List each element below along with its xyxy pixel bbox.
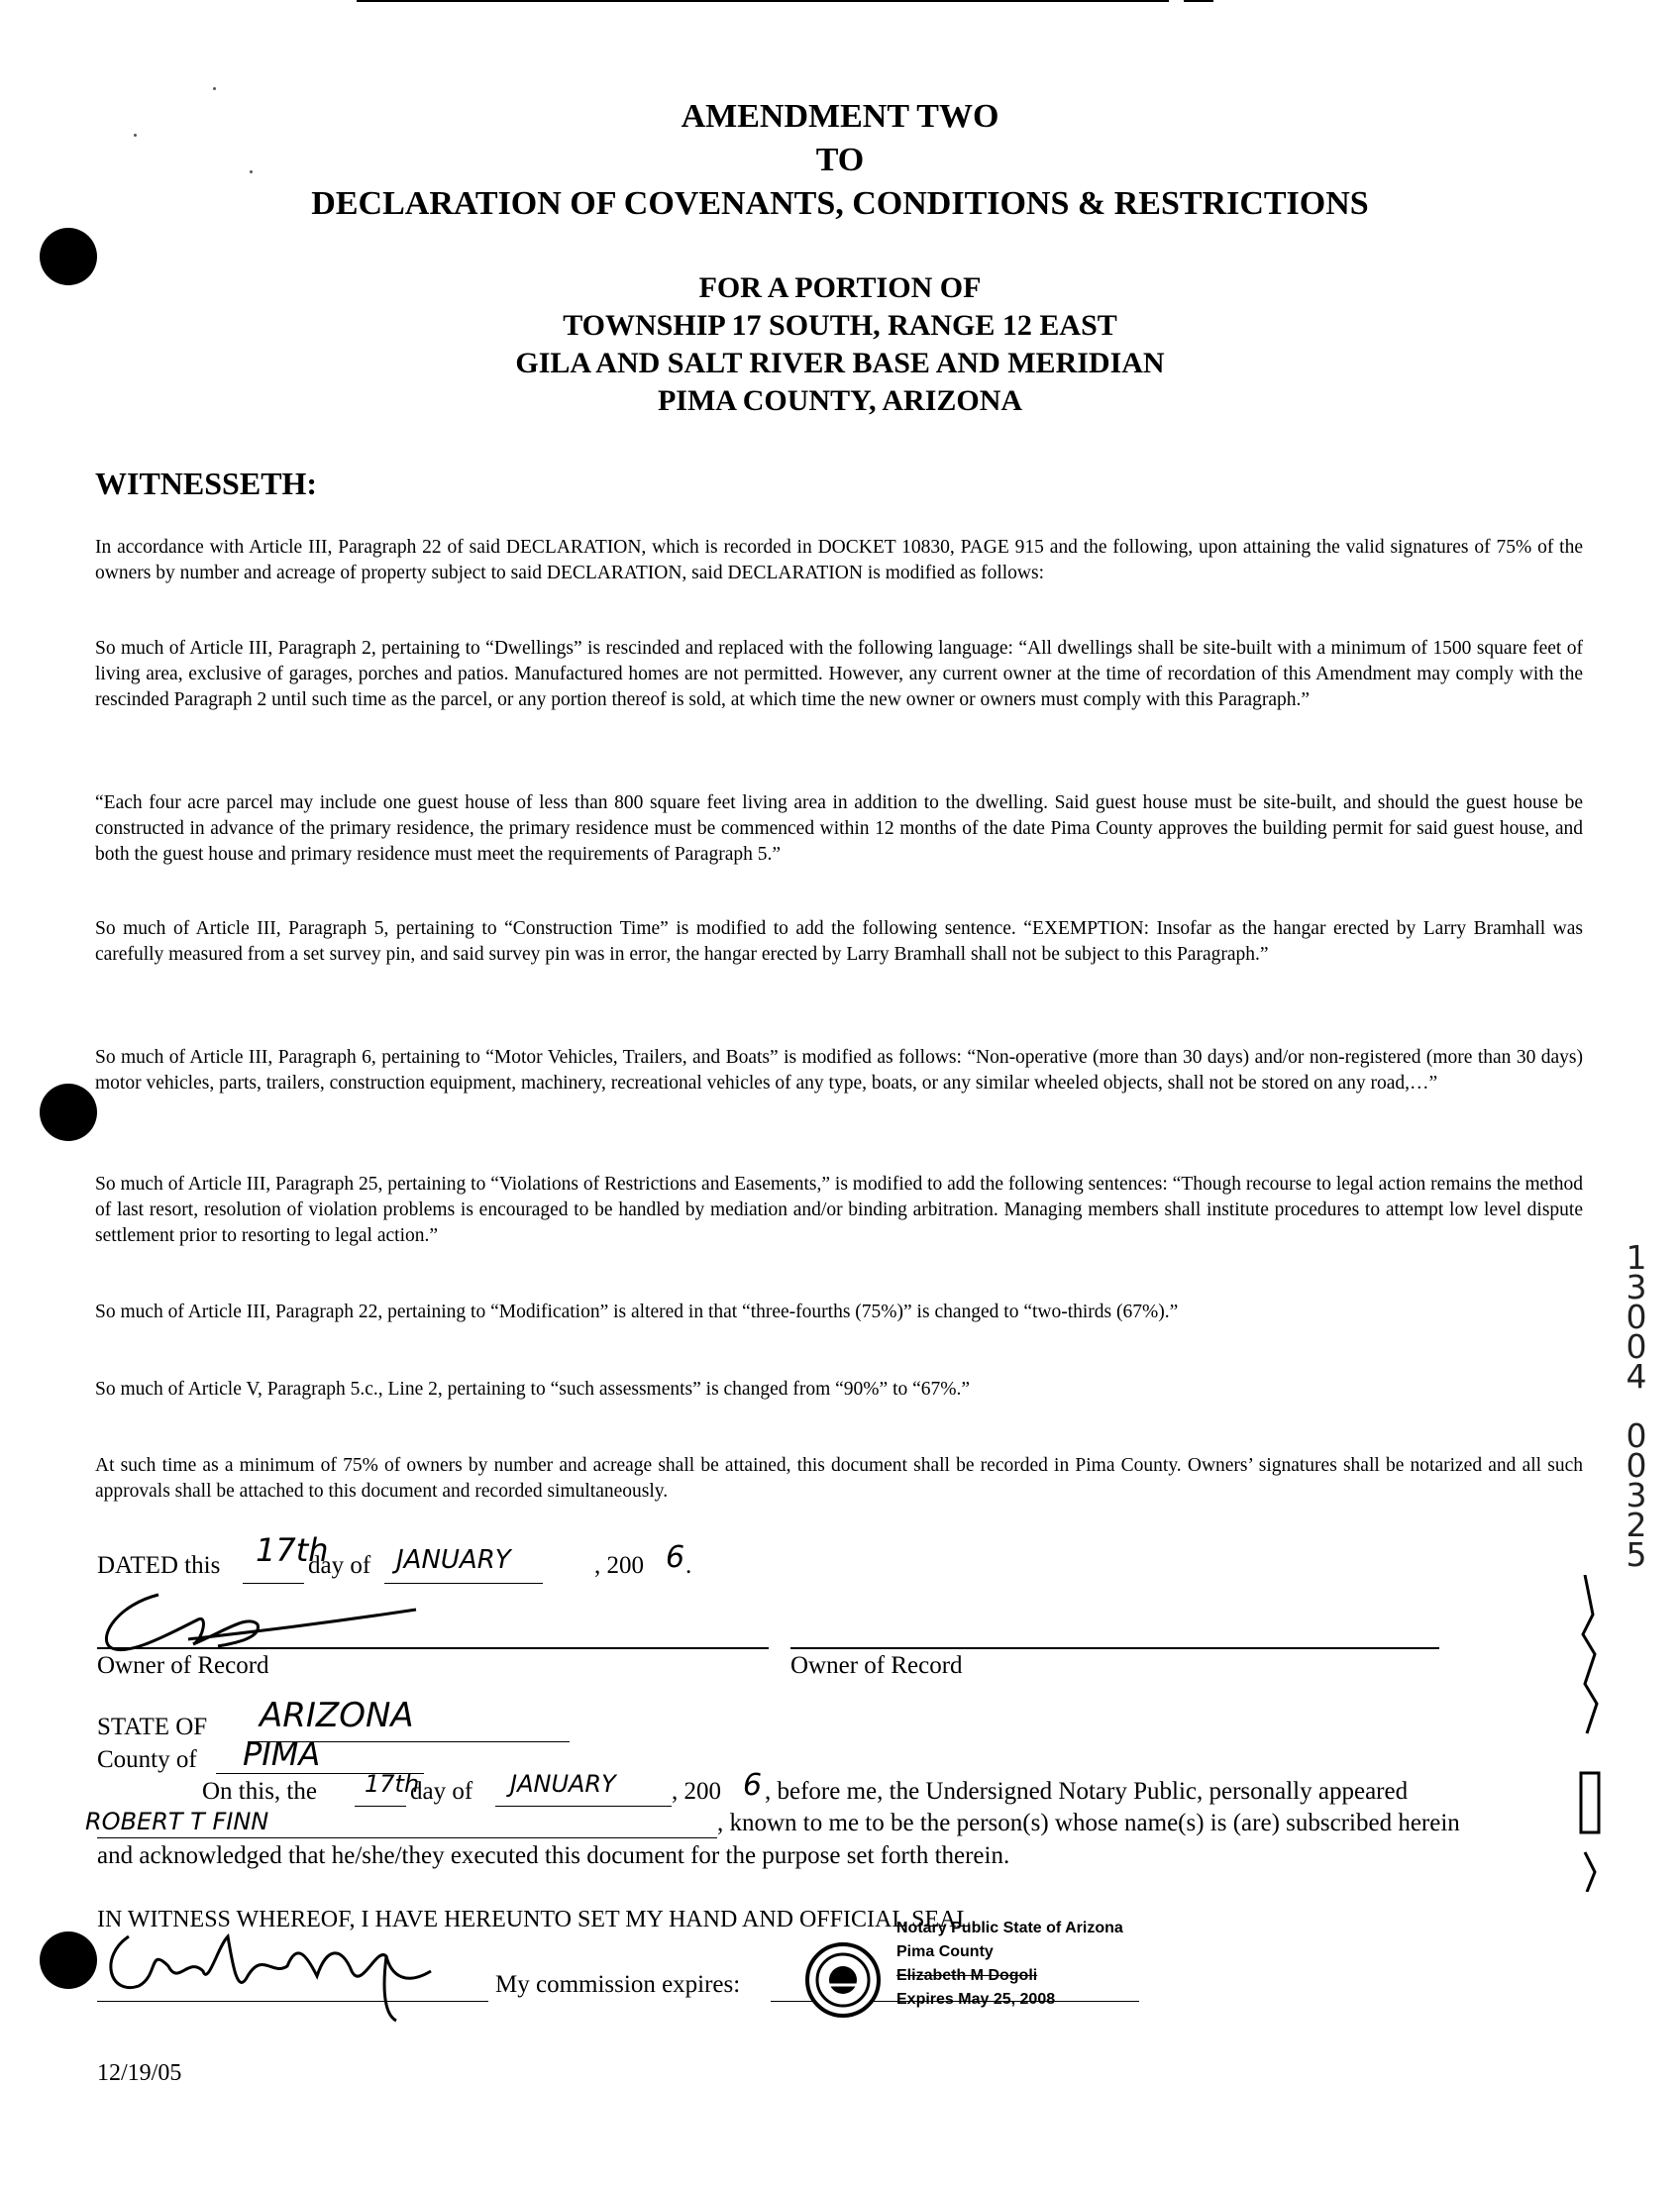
paragraph-dwellings: So much of Article III, Paragraph 2, pertaining to “Dwellings” is rescinded and replaced with the following language: “All dwellings shall be site-built with a minimum of 1500 square feet of living area, exclusive of garages, porches and patios. Manufactured homes are not permitted. However, any current owner at the time of recordation of this Amendment may comply with the rescinded Paragraph 2 until such time as the parcel, or any portion thereof is sold, at which time the new owner or owners must comply with this Paragraph.” bbox=[95, 638, 1583, 710]
paragraph-intro: In accordance with Article III, Paragraph 22 of said DECLARATION, which is recorded in DOCKET 10830, PAGE 915 and the following, upon attaining the valid signatures of 75% of the owners by number and acreage of property subject to said DECLARATION, said DECLARATION is modified as follows: bbox=[95, 537, 1583, 583]
witnesseth-heading: WITNESSETH: bbox=[95, 466, 318, 501]
stamp-line-4: Expires May 25, 2008 bbox=[896, 1991, 1056, 2008]
document-title: AMENDMENT TWO TO DECLARATION OF COVENANTS, CONDITIONS & RESTRICTIONS bbox=[311, 98, 1369, 222]
dated-day-handwritten: 17th bbox=[256, 1531, 329, 1569]
document-subtitle: FOR A PORTION OF TOWNSHIP 17 SOUTH, RANGE 12 EAST GILA AND SALT RIVER BASE AND MERIDIAN PIMA COUNTY, ARIZONA bbox=[515, 271, 1165, 417]
notary-before-me: , before me, the Undersigned Notary Public, personally appeared bbox=[765, 1778, 1409, 1805]
notary-year-prefix: , 200 bbox=[672, 1778, 721, 1805]
recording-number-vertical: 1 3 0 0 4 0 0 3 2 5 bbox=[1626, 1238, 1647, 1574]
notary-seal-image bbox=[804, 1941, 882, 2019]
dated-day-line bbox=[243, 1583, 304, 1584]
notary-stamp bbox=[896, 1917, 1123, 2012]
stamp-line-1: Notary Public State of Arizona bbox=[896, 1920, 1123, 1936]
notary-signature-image bbox=[89, 1917, 505, 2026]
notary-day-handwritten: 17th bbox=[365, 1770, 420, 1798]
footer-date: 12/19/05 bbox=[97, 2060, 182, 2086]
stamp-line-2: Pima County bbox=[896, 1943, 994, 1960]
dated-month-handwritten: JANUARY bbox=[396, 1545, 511, 1575]
notary-acknowledged: and acknowledged that he/she/they executed this document for the purpose set forth therein. bbox=[97, 1842, 1010, 1869]
notary-signature-line bbox=[97, 2001, 488, 2002]
notary-year-handwritten: 6 bbox=[743, 1768, 763, 1803]
paragraph-guest-house: “Each four acre parcel may include one guest house of less than 800 square feet living area in addition to the dwelling. Said guest house must be site-built, and should the guest house be constructed in advance of the primary residence, the primary residence must be commenced within 12 months of the date Pima County approves the building permit for said guest house, and both the guest house and primary residence must meet the requirements of Paragraph 5.” bbox=[95, 792, 1583, 865]
dated-end: . bbox=[685, 1552, 692, 1579]
owner-of-record-right: Owner of Record bbox=[790, 1652, 963, 1679]
commission-expires-label: My commission expires: bbox=[495, 1971, 741, 1998]
state-handwritten: ARIZONA bbox=[260, 1696, 414, 1735]
notary-name-line bbox=[97, 1837, 717, 1838]
speck bbox=[213, 87, 216, 90]
paragraph-recording: At such time as a minimum of 75% of owners by number and acreage shall be attained, this document shall be recorded in Pima County. Owners’ signatures shall be notarized and all such approvals shall be attached to this document and recorded simultaneously. bbox=[95, 1455, 1583, 1502]
county-handwritten: PIMA bbox=[243, 1735, 321, 1773]
notary-month-line bbox=[495, 1806, 672, 1807]
dated-label: DATED this bbox=[97, 1552, 221, 1579]
state-label: STATE OF bbox=[97, 1714, 208, 1740]
owner-of-record-left: Owner of Record bbox=[97, 1652, 269, 1679]
dated-year-prefix: , 200 bbox=[594, 1552, 644, 1579]
dated-month-line bbox=[384, 1583, 543, 1584]
edge-scribble-image bbox=[1575, 1575, 1605, 1892]
witness-whereof: IN WITNESS WHEREOF, I HAVE HEREUNTO SET MY HAND AND OFFICIAL SEAL. bbox=[97, 1907, 978, 1932]
paragraph-assessments: So much of Article V, Paragraph 5.c., Line 2, pertaining to “such assessments” is changed from “90%” to “67%.” bbox=[95, 1379, 971, 1400]
top-border-dash bbox=[1184, 0, 1213, 2]
owner-signature-line-left bbox=[97, 1647, 769, 1649]
top-border-line bbox=[357, 0, 1169, 2]
paragraph-construction-time: So much of Article III, Paragraph 5, pertaining to “Construction Time” is modified to add the following sentence. “EXEMPTION: Insofar as the hangar erected by Larry Bramhall was carefully measured from a set survey pin, and said survey pin was in error, the hangar erected by Larry Bramhall shall not be subject to this Paragraph.” bbox=[95, 918, 1583, 965]
paragraph-motor-vehicles: So much of Article III, Paragraph 6, pertaining to “Motor Vehicles, Trailers, and Boats” is modified as follows: “Non-operative (more than 30 days) and/or non-registered (more than 30 days) motor vehicles, parts, trailers, construction equipment, machinery, recreational vehicles of any type, boats, or any similar wheeled objects, shall not be stored on any road,…” bbox=[95, 1047, 1583, 1094]
stamp-line-3: Elizabeth M Dogoli bbox=[896, 1967, 1038, 1984]
dated-day-of: day of bbox=[308, 1552, 371, 1579]
notary-day-line bbox=[355, 1806, 406, 1807]
notary-on-this: On this, the bbox=[202, 1778, 317, 1805]
paragraph-modification: So much of Article III, Paragraph 22, pertaining to “Modification” is altered in that “three-fourths (75%)” is changed to “two-thirds (67%).” bbox=[95, 1302, 1179, 1322]
notary-name-handwritten: ROBERT T FINN bbox=[85, 1808, 269, 1835]
punch-hole-middle bbox=[40, 1084, 97, 1141]
county-label: County of bbox=[97, 1746, 197, 1773]
notary-day-of: day of bbox=[410, 1778, 473, 1805]
dated-year-handwritten: 6 bbox=[666, 1540, 685, 1575]
notary-known-to-me: , known to me to be the person(s) whose name(s) is (are) subscribed herein bbox=[717, 1810, 1460, 1836]
notary-month-handwritten: JANUARY bbox=[510, 1770, 616, 1798]
owner-signature-line-right bbox=[790, 1647, 1439, 1649]
paragraph-violations: So much of Article III, Paragraph 25, pertaining to “Violations of Restrictions and Easements,” is modified to add the following sentences: “Though recourse to legal action remains the method of last resort, resolution of violation problems is encouraged to be handled by mediation and/or binding arbitration. Managing members shall institute procedures to attempt low level dispute settlement prior to resorting to legal action.” bbox=[95, 1174, 1583, 1246]
